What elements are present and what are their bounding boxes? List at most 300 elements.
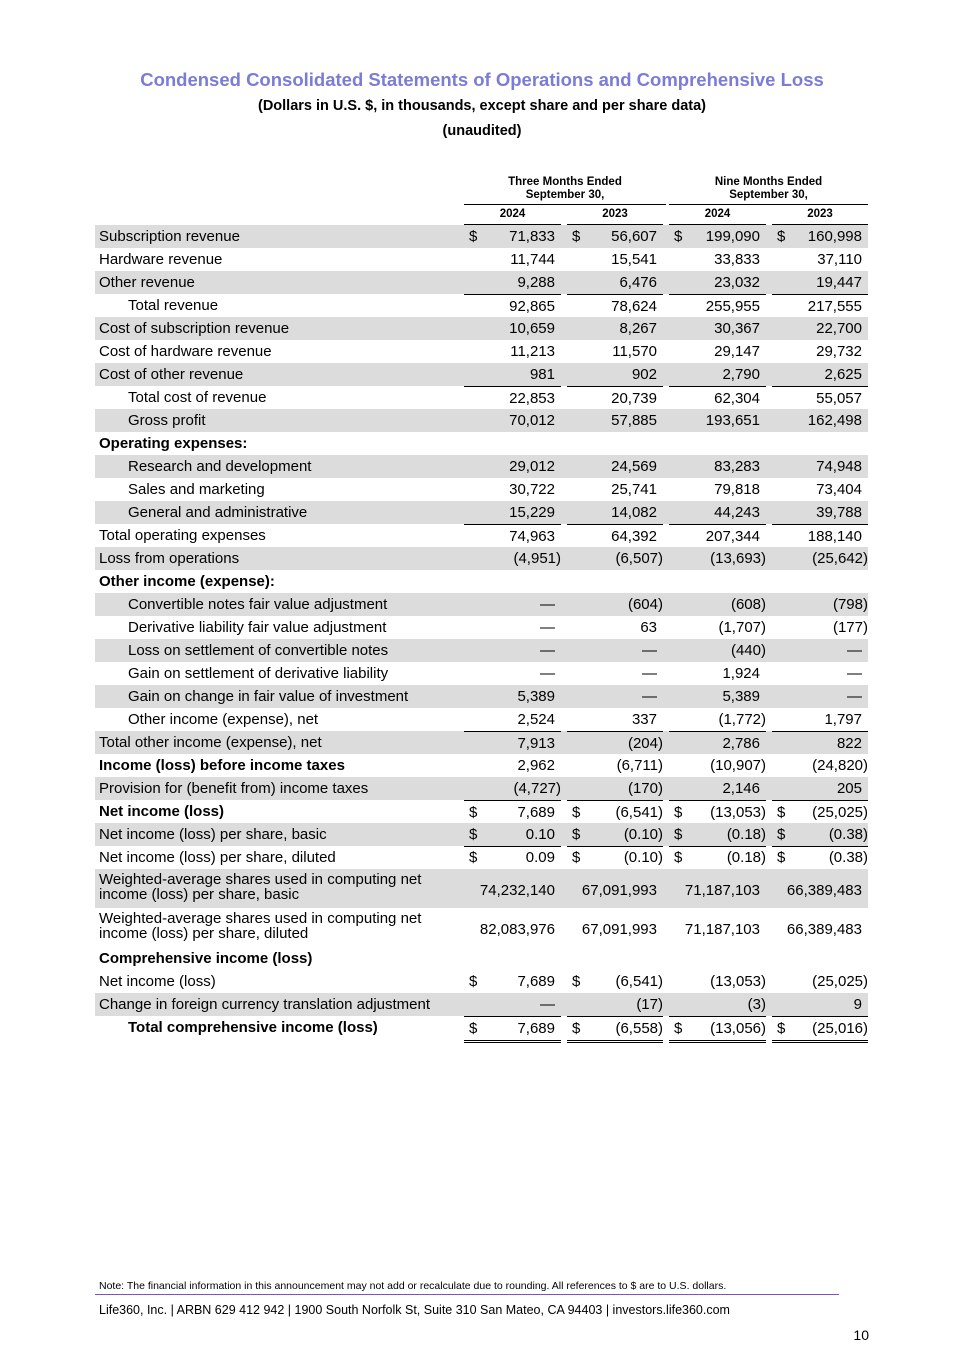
company-footer: Life360, Inc. | ARBN 629 412 942 | 1900 South Norfolk St, Suite 310 San Mateo, CA 94403 | investors.life360.com: [99, 1303, 730, 1317]
value-cell: [669, 271, 766, 294]
value-cell: [567, 271, 663, 294]
dollar-sign: $: [674, 228, 683, 245]
table-row: [95, 777, 868, 800]
value-cell: [669, 225, 766, 248]
cell-value: (24,820): [812, 757, 868, 774]
cell-value: 14,082: [611, 504, 657, 521]
cell-value: 79,818: [714, 481, 760, 498]
row-label: Loss from operations: [99, 550, 240, 567]
cell-value: (440): [730, 642, 766, 659]
row-label: Other income (expense):: [99, 573, 275, 590]
value-cell: [567, 731, 663, 755]
row-label: Income (loss) before income taxes: [99, 757, 345, 774]
row-label: Gain on settlement of derivative liability: [128, 665, 389, 682]
cell-value: 37,110: [817, 251, 862, 268]
cell-value: —: [540, 596, 555, 613]
cell-value: 57,885: [611, 412, 657, 429]
value-cell: [669, 639, 766, 662]
cell-value: 5,389: [517, 688, 555, 705]
value-cell: [464, 846, 561, 869]
dollar-sign: $: [469, 973, 478, 990]
value-cell: [669, 593, 766, 616]
year-header: 2023: [602, 208, 628, 220]
value-cell: [567, 616, 663, 639]
table-row: [95, 616, 868, 639]
cell-value: (25,642): [812, 550, 868, 567]
cell-value: (798): [832, 596, 868, 613]
value-cell: [772, 340, 868, 363]
value-cell: [464, 777, 561, 801]
cell-value: 981: [529, 366, 555, 383]
cell-value: 7,913: [517, 735, 555, 752]
footer-divider: [95, 1294, 839, 1295]
cell-value: 63: [640, 619, 657, 636]
value-cell: [669, 846, 766, 869]
value-cell: [669, 685, 766, 708]
cell-value: 193,651: [705, 412, 760, 429]
year-header: 2023: [807, 208, 833, 220]
row-label: Total cost of revenue: [128, 389, 267, 406]
value-cell: [464, 908, 561, 947]
cell-value: 2,786: [722, 735, 760, 752]
dollar-sign: $: [674, 804, 683, 821]
cell-value: 15,541: [611, 251, 657, 268]
value-cell: [567, 754, 663, 777]
cell-value: 44,243: [714, 504, 760, 521]
dollar-sign: $: [469, 1020, 478, 1037]
cell-value: 8,267: [619, 320, 657, 337]
cell-value: 337: [631, 711, 657, 728]
value-cell: [464, 363, 561, 386]
value-cell: [772, 869, 868, 908]
value-cell: [669, 501, 766, 524]
value-cell: [669, 800, 766, 824]
row-label: Net income (loss): [99, 973, 216, 990]
table-row: [95, 547, 868, 570]
cell-value: 9,288: [517, 274, 555, 291]
table-row: [95, 869, 868, 908]
table-row: [95, 947, 868, 970]
row-label: General and administrative: [128, 504, 308, 521]
value-cell: [772, 685, 868, 708]
value-cell: [567, 478, 663, 501]
cell-value: 70,012: [509, 412, 555, 429]
cell-value: 7,689: [517, 804, 555, 821]
value-cell: [772, 731, 868, 755]
row-label: Operating expenses:: [99, 435, 248, 452]
row-label: Gain on change in fair value of investment: [128, 688, 409, 705]
value-cell: [464, 685, 561, 708]
table-row: [95, 248, 868, 271]
cell-value: (0.38): [828, 826, 868, 843]
cell-value: (13,056): [710, 1020, 766, 1037]
value-cell: [464, 455, 561, 478]
value-cell: [567, 846, 663, 869]
cell-value: 29,732: [816, 343, 862, 360]
table-row: [95, 685, 868, 708]
table-row: [95, 823, 868, 846]
row-label: Provision for (benefit from) income taxes: [99, 780, 369, 797]
value-cell: [669, 731, 766, 755]
dollar-sign: $: [572, 826, 581, 843]
dollar-sign: $: [469, 804, 478, 821]
table-row: [95, 662, 868, 685]
table-row: [95, 524, 868, 547]
row-label: Other income (expense), net: [128, 711, 319, 728]
cell-value: (177): [832, 619, 868, 636]
cell-value: (4,951): [513, 550, 561, 567]
table-row: [95, 993, 868, 1016]
value-cell: [669, 455, 766, 478]
value-cell: [669, 777, 766, 801]
value-cell: [464, 248, 561, 271]
value-cell: [567, 823, 663, 847]
cell-value: 55,057: [816, 390, 862, 407]
value-cell: [464, 1016, 561, 1043]
cell-value: (0.38): [828, 849, 868, 866]
value-cell: [772, 639, 868, 662]
dollar-sign: $: [777, 1020, 786, 1037]
row-label: Cost of subscription revenue: [99, 320, 290, 337]
cell-value: (13,053): [710, 973, 766, 990]
table-row: [95, 731, 868, 754]
table-row: [95, 478, 868, 501]
value-cell: [567, 317, 663, 340]
cell-value: (0.10): [623, 826, 663, 843]
value-cell: [669, 409, 766, 432]
cell-value: 1,797: [824, 711, 862, 728]
row-label: Comprehensive income (loss): [99, 950, 313, 967]
unaudited-label: (unaudited): [442, 123, 522, 139]
value-cell: [669, 823, 766, 847]
cell-value: 11,744: [510, 251, 555, 268]
cell-value: 20,739: [611, 390, 657, 407]
value-cell: [772, 846, 868, 869]
table-row: [95, 386, 868, 409]
table-row: [95, 225, 868, 248]
cell-value: 66,389,483: [786, 921, 862, 938]
value-cell: [669, 1016, 766, 1043]
value-cell: [772, 478, 868, 501]
value-cell: [567, 409, 663, 432]
cell-value: 19,447: [816, 274, 862, 291]
nine-months-header: Nine Months Ended September 30,: [714, 176, 823, 201]
cell-value: 22,853: [509, 390, 555, 407]
dollar-sign: $: [777, 849, 786, 866]
value-cell: [464, 731, 561, 755]
cell-value: 205: [836, 780, 862, 797]
value-cell: [772, 317, 868, 340]
cell-value: 71,187,103: [684, 882, 760, 899]
value-cell: [567, 524, 663, 548]
cell-value: —: [540, 642, 555, 659]
value-cell: [567, 639, 663, 662]
cell-value: 11,570: [612, 343, 657, 360]
value-cell: [567, 1016, 663, 1043]
cell-value: (6,558): [615, 1020, 663, 1037]
cell-value: 24,569: [611, 458, 657, 475]
rounding-note: Note: The financial information in this announcement may not add or recalculate due to rounding. All references to $ are to U.S. dollars.: [99, 1280, 727, 1292]
value-cell: [669, 869, 766, 908]
cell-value: 255,955: [705, 298, 760, 315]
statement-title: Condensed Consolidated Statements of Operations and Comprehensive Loss: [140, 69, 824, 90]
value-cell: [669, 754, 766, 777]
cell-value: 64,392: [611, 528, 657, 545]
statement-subtitle: (Dollars in U.S. $, in thousands, except share and per share data): [257, 98, 706, 114]
value-cell: [772, 754, 868, 777]
cell-value: —: [847, 688, 862, 705]
dollar-sign: $: [572, 1020, 581, 1037]
cell-value: (604): [627, 596, 663, 613]
dollar-sign: $: [572, 228, 581, 245]
three-months-header: Three Months Ended September 30,: [508, 176, 622, 201]
value-cell: [669, 317, 766, 340]
table-row: [95, 1016, 868, 1039]
value-cell: [669, 993, 766, 1016]
row-label: Subscription revenue: [99, 228, 240, 245]
value-cell: [772, 386, 868, 410]
cell-value: —: [642, 642, 657, 659]
value-cell: [567, 248, 663, 271]
cell-value: 0.10: [525, 826, 555, 843]
dollar-sign: $: [777, 826, 786, 843]
value-cell: [772, 455, 868, 478]
cell-value: 74,232,140: [479, 882, 555, 899]
dollar-sign: $: [469, 228, 478, 245]
value-cell: [567, 386, 663, 410]
value-cell: [464, 708, 561, 731]
cell-value: 56,607: [611, 228, 657, 245]
value-cell: [669, 363, 766, 386]
value-cell: [669, 386, 766, 410]
year-header: 2024: [704, 208, 731, 220]
cell-value: 71,187,103: [684, 921, 760, 938]
table-row: [95, 432, 868, 455]
value-cell: [567, 225, 663, 248]
row-label: Sales and marketing: [128, 481, 265, 498]
value-cell: [464, 639, 561, 662]
cell-value: 62,304: [714, 390, 760, 407]
cell-value: 902: [631, 366, 657, 383]
value-cell: [464, 225, 561, 248]
row-label: Loss on settlement of convertible notes: [128, 642, 389, 659]
cell-value: 67,091,993: [581, 882, 657, 899]
dollar-sign: $: [777, 228, 786, 245]
row-label: Total revenue: [128, 297, 219, 314]
cell-value: 2,962: [517, 757, 555, 774]
value-cell: [772, 363, 868, 386]
value-cell: [464, 524, 561, 548]
cell-value: 15,229: [509, 504, 555, 521]
row-label: Net income (loss) per share, diluted: [99, 849, 336, 866]
cell-value: 7,689: [517, 973, 555, 990]
table-row: [95, 754, 868, 777]
value-cell: [772, 708, 868, 731]
table-row: [95, 800, 868, 823]
cell-value: (6,507): [615, 550, 663, 567]
value-cell: [567, 708, 663, 731]
cell-value: 82,083,976: [479, 921, 555, 938]
table-row: [95, 501, 868, 524]
cell-value: 2,790: [722, 366, 760, 383]
table-row: [95, 846, 868, 869]
cell-value: 217,555: [807, 298, 862, 315]
dollar-sign: $: [469, 849, 478, 866]
cell-value: 67,091,993: [581, 921, 657, 938]
value-cell: [772, 248, 868, 271]
dollar-sign: $: [674, 826, 683, 843]
cell-value: 78,624: [611, 298, 657, 315]
value-cell: [772, 501, 868, 524]
value-cell: [464, 547, 561, 570]
cell-value: 23,032: [714, 274, 760, 291]
cell-value: —: [540, 665, 555, 682]
cell-value: 199,090: [705, 228, 760, 245]
table-row: [95, 570, 868, 593]
value-cell: [669, 662, 766, 685]
value-cell: [464, 386, 561, 410]
value-cell: [772, 547, 868, 570]
value-cell: [464, 823, 561, 847]
row-label: Derivative liability fair value adjustment: [128, 619, 387, 636]
cell-value: 1,924: [722, 665, 760, 682]
cell-value: —: [847, 642, 862, 659]
cell-value: 10,659: [509, 320, 555, 337]
cell-value: 33,833: [714, 251, 760, 268]
dollar-sign: $: [469, 826, 478, 843]
value-cell: [567, 970, 663, 993]
value-cell: [567, 455, 663, 478]
value-cell: [464, 409, 561, 432]
value-cell: [669, 708, 766, 731]
cell-value: (6,541): [615, 973, 663, 990]
cell-value: 11,213: [510, 343, 555, 360]
value-cell: [567, 363, 663, 386]
cell-value: 29,012: [509, 458, 555, 475]
value-cell: [669, 248, 766, 271]
cell-value: (6,541): [615, 804, 663, 821]
cell-value: (17): [636, 996, 663, 1013]
cell-value: —: [540, 996, 555, 1013]
value-cell: [464, 754, 561, 777]
cell-value: 822: [836, 735, 862, 752]
value-cell: [669, 340, 766, 363]
table-row: [95, 409, 868, 432]
table-row: [95, 970, 868, 993]
value-cell: [772, 1016, 868, 1043]
cell-value: —: [540, 619, 555, 636]
value-cell: [567, 294, 663, 318]
cell-value: 162,498: [807, 412, 862, 429]
value-cell: [567, 593, 663, 616]
cell-value: 74,948: [816, 458, 862, 475]
value-cell: [669, 616, 766, 639]
row-label: Net income (loss): [99, 803, 225, 820]
row-label: Research and development: [128, 458, 312, 475]
table-row: [95, 363, 868, 386]
cell-value: 207,344: [705, 528, 760, 545]
row-label: Convertible notes fair value adjustment: [128, 596, 388, 613]
row-label: Total other income (expense), net: [99, 734, 322, 751]
value-cell: [464, 271, 561, 294]
value-cell: [464, 993, 561, 1016]
value-cell: [772, 524, 868, 548]
value-cell: [567, 993, 663, 1016]
cell-value: 9: [853, 996, 862, 1013]
cell-value: 83,283: [714, 458, 760, 475]
value-cell: [567, 685, 663, 708]
dollar-sign: $: [674, 849, 683, 866]
cell-value: 71,833: [509, 228, 555, 245]
cell-value: 30,722: [509, 481, 555, 498]
year-header: 2024: [499, 208, 526, 220]
row-label: Other revenue: [99, 274, 195, 291]
page-number: 10: [853, 1327, 869, 1343]
table-row: [95, 340, 868, 363]
value-cell: [772, 225, 868, 248]
cell-value: (13,693): [710, 550, 766, 567]
row-label: Total operating expenses: [99, 527, 266, 544]
value-cell: [772, 593, 868, 616]
cell-value: (1,772): [718, 711, 766, 728]
row-label: Change in foreign currency translation adjustment: [99, 996, 431, 1013]
cell-value: (4,727): [513, 780, 561, 797]
cell-value: 74,963: [509, 528, 555, 545]
value-cell: [464, 800, 561, 824]
cell-value: (608): [730, 596, 766, 613]
value-cell: [464, 317, 561, 340]
cell-value: (0.18): [726, 849, 766, 866]
value-cell: [669, 908, 766, 947]
row-label: Total comprehensive income (loss): [128, 1019, 378, 1036]
table-row: [95, 271, 868, 294]
table-row: [95, 639, 868, 662]
table-row: [95, 908, 868, 947]
value-cell: [772, 777, 868, 801]
row-label: Gross profit: [128, 412, 206, 429]
value-cell: [772, 823, 868, 847]
table-row: [95, 708, 868, 731]
cell-value: 73,404: [816, 481, 862, 498]
dollar-sign: $: [674, 1020, 683, 1037]
value-cell: [772, 294, 868, 318]
table-row: [95, 593, 868, 616]
cell-value: (1,707): [718, 619, 766, 636]
cell-value: 30,367: [714, 320, 760, 337]
value-cell: [464, 501, 561, 524]
value-cell: [772, 616, 868, 639]
cell-value: 2,625: [824, 366, 862, 383]
value-cell: [464, 593, 561, 616]
row-label: Cost of other revenue: [99, 366, 244, 383]
value-cell: [567, 777, 663, 801]
dollar-sign: $: [572, 849, 581, 866]
value-cell: [772, 271, 868, 294]
value-cell: [772, 908, 868, 947]
cell-value: 2,524: [517, 711, 555, 728]
value-cell: [669, 547, 766, 570]
value-cell: [567, 800, 663, 824]
cell-value: 92,865: [509, 298, 555, 315]
value-cell: [464, 478, 561, 501]
cell-value: —: [642, 665, 657, 682]
cell-value: (10,907): [710, 757, 766, 774]
three-months-rule: [464, 204, 666, 205]
value-cell: [772, 409, 868, 432]
row-label: Weighted-average shares used in computing net income (loss) per share, basic: [99, 871, 422, 903]
value-cell: [772, 993, 868, 1016]
cell-value: 2,146: [722, 780, 760, 797]
